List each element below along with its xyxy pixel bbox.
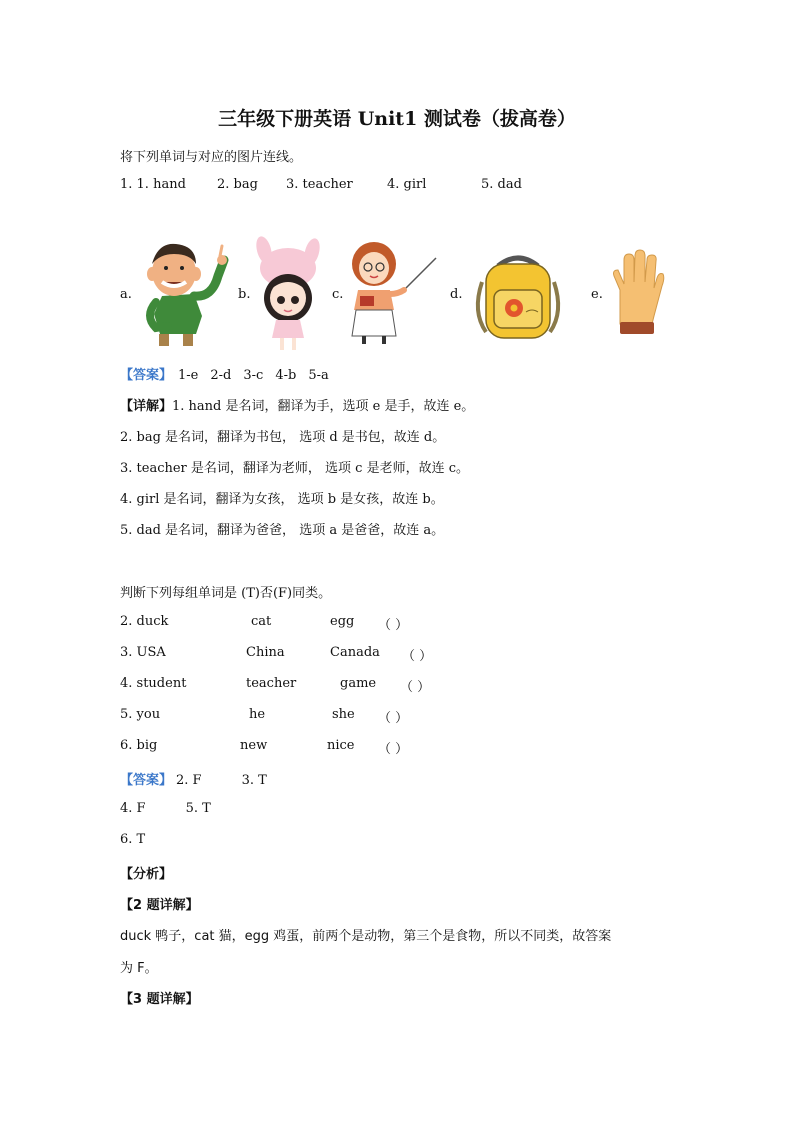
word-item: 5. dad (481, 177, 522, 192)
answer-blank[interactable]: （ ） (378, 711, 409, 726)
row-word: she (332, 707, 355, 722)
q2-detail-text: 为 F。 (120, 961, 158, 976)
answer-item: 4. F (120, 801, 146, 816)
section1-instruction: 将下列单词与对应的图片连线。 (120, 150, 303, 165)
answer-blank[interactable]: （ ） (378, 618, 409, 633)
option-label-d: d. (450, 287, 463, 302)
option-label-a: a. (120, 287, 132, 302)
row-word: 2. duck (120, 614, 169, 629)
row-word: Canada (330, 645, 380, 660)
option-label-b: b. (238, 287, 251, 302)
detail-text: 4. girl 是名词，翻译为女孩， 选项 b 是女孩，故连 b。 (120, 492, 444, 507)
answer-label: 【答案】 (120, 368, 173, 383)
girl-illustration (252, 234, 328, 352)
row-word: 5. you (120, 707, 161, 722)
dad-illustration (134, 238, 229, 348)
bag-illustration (468, 252, 568, 342)
row-word: cat (251, 614, 272, 629)
option-label-c: c. (332, 287, 344, 302)
q2-detail-text: duck 鸭子，cat 猫，egg 鸡蛋，前两个是动物，第三个是食物，所以不同类，故答案 (120, 929, 612, 944)
answer-item: 3-c (243, 368, 264, 383)
answer-blank[interactable]: （ ） (400, 680, 431, 695)
detail-text: 1. hand 是名词，翻译为手，选项 e 是手，故连 e。 (172, 399, 475, 414)
detail-text: 5. dad 是名词，翻译为爸爸， 选项 a 是爸爸，故连 a。 (120, 523, 445, 538)
row-word: China (246, 645, 285, 660)
section2-instruction: 判断下列每组单词是 (T)否(F)同类。 (120, 586, 332, 601)
answer-item: 5. T (185, 801, 211, 816)
word-item: 3. teacher (286, 177, 353, 192)
detail-text: 2. bag 是名词，翻译为书包， 选项 d 是书包，故连 d。 (120, 430, 446, 445)
answer-label: 【答案】 (120, 773, 173, 788)
detail-label: 【详解】 (120, 399, 173, 414)
answer-item: 4-b (275, 368, 297, 383)
row-word: new (240, 738, 268, 753)
row-word: he (249, 707, 266, 722)
page-title: 三年级下册英语 Unit1 测试卷（拔高卷） (218, 108, 576, 130)
row-word: egg (330, 614, 355, 629)
answer-item: 6. T (120, 832, 146, 847)
detail-row (120, 395, 474, 414)
word-item: 4. girl (387, 177, 427, 192)
hand-illustration (608, 250, 664, 336)
answer-row (120, 801, 211, 816)
row-word: nice (327, 738, 355, 753)
row-word: teacher (246, 676, 297, 691)
row-word: 6. big (120, 738, 158, 753)
detail-text: 3. teacher 是名词，翻译为老师， 选项 c 是老师，故连 c。 (120, 461, 469, 476)
answer-row (120, 769, 267, 788)
answer-blank[interactable]: （ ） (402, 649, 433, 664)
analysis-label: 【分析】 (120, 867, 173, 882)
word-item: 2. bag (217, 177, 258, 192)
answer-item: 2-d (210, 368, 232, 383)
answer-blank[interactable]: （ ） (378, 742, 409, 757)
row-word: 4. student (120, 676, 187, 691)
word-item: 1. 1. hand (120, 177, 186, 192)
answer-item: 3. T (241, 773, 267, 788)
answer-item: 1-e (178, 368, 199, 383)
answer-item: 5-a (308, 368, 329, 383)
q3-detail-label: 【3 题详解】 (120, 992, 199, 1007)
teacher-illustration (346, 240, 438, 346)
row-word: 3. USA (120, 645, 166, 660)
row-word: game (340, 676, 377, 691)
q2-detail-label: 【2 题详解】 (120, 898, 199, 913)
answer-row (120, 364, 329, 383)
answer-item: 2. F (176, 773, 202, 788)
option-label-e: e. (591, 287, 603, 302)
